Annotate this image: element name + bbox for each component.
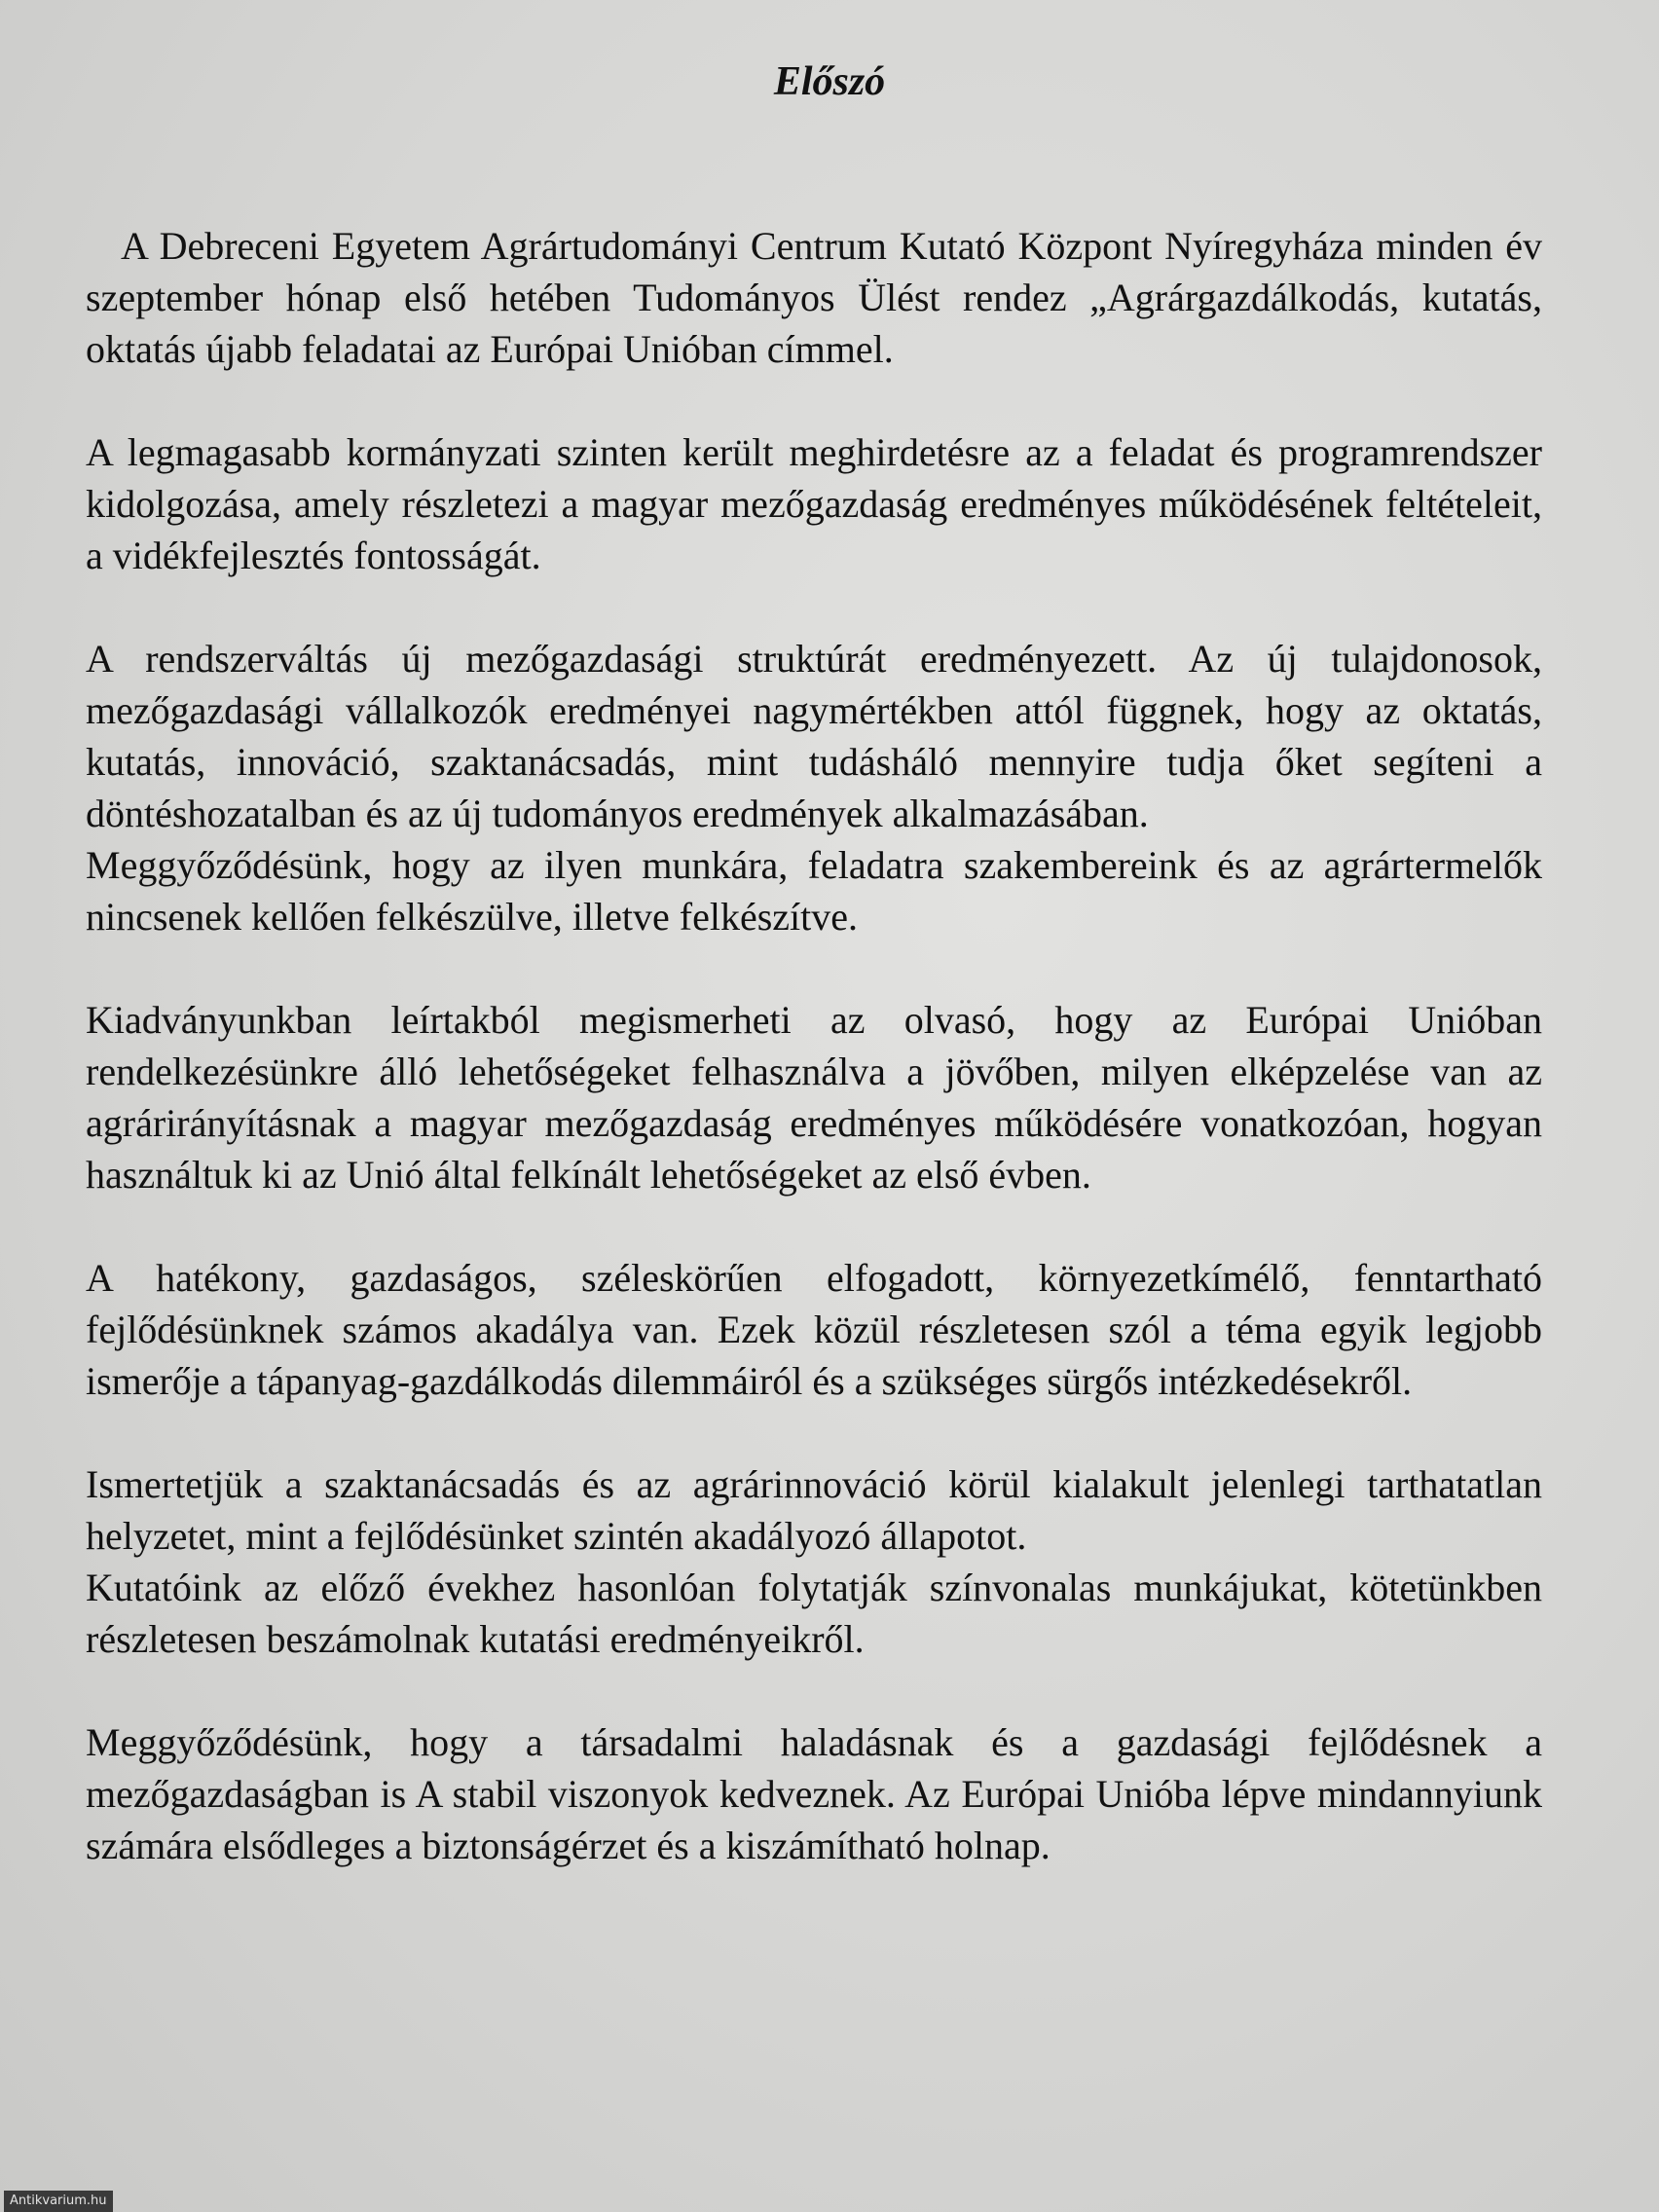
watermark-label: Antikvarium.hu xyxy=(4,2191,113,2212)
paragraph-gap xyxy=(86,581,1542,633)
paragraph: Kutatóink az előző évekhez hasonlóan folytatják színvonalas munkájukat, kötetünkben részletesen beszámolnak kutatási eredményeikről. xyxy=(86,1566,1542,1661)
paragraph-gap xyxy=(86,1407,1542,1458)
paragraph: Meggyőződésünk, hogy a társadalmi haladásnak és a gazdasági fejlődésnek a mezőgazdaságban is A stabil viszonyok kedveznek. Az Európai Unióba lépve mindannyiunk számára elsődleges a biztonságérzet és a kiszámítható holnap. xyxy=(86,1720,1542,1867)
paragraph-gap xyxy=(86,375,1542,426)
paragraph: A Debreceni Egyetem Agrártudományi Centrum Kutató Központ Nyíregyháza minden év szeptember hónap első hetében Tudományos Ülést rendez „Agrárgazdálkodás, kutatás, oktatás újabb feladatai az Európai Unióban címmel. xyxy=(86,224,1542,371)
paragraph: A rendszerváltás új mezőgazdasági struktúrát eredményezett. Az új tulajdonosok, mezőgazdasági vállalkozók eredményei nagymértékben attól függnek, hogy az oktatás, kutatás, innováció, szaktanácsadás, mint tudásháló mennyire tudja őket segíteni a döntéshozatalban és az új tudományos eredmények alkalmazásában. xyxy=(86,637,1542,835)
document-body xyxy=(86,220,1542,1871)
paragraph-gap xyxy=(86,942,1542,994)
paragraph-gap xyxy=(86,1200,1542,1252)
paragraph: A hatékony, gazdaságos, széleskörűen elfogadott, környezetkímélő, fenntartható fejlődésünknek számos akadálya van. Ezek közül részletesen szól a téma egyik legjobb ismerője a tápanyag-gazdálkodás dilemmáiról és a szükséges sürgős intézkedésekről. xyxy=(86,1256,1542,1403)
paragraph: Kiadványunkban leírtakból megismerheti az olvasó, hogy az Európai Unióban rendelkezésünkre álló lehetőségeket felhasználva a jövőben, milyen elképzelése van az agrárirányításnak a magyar mezőgazdaság eredményes működésére vonatkozóan, hogyan használtuk ki az Unió által felkínált lehetőségeket az első évben. xyxy=(86,998,1542,1197)
page-title: Előszó xyxy=(773,59,886,104)
paragraph: Meggyőződésünk, hogy az ilyen munkára, feladatra szakembereink és az agrártermelők nincsenek kellően felkészülve, illetve felkészítve. xyxy=(86,843,1542,939)
paragraph-gap xyxy=(86,1665,1542,1716)
paragraph: A legmagasabb kormányzati szinten került meghirdetésre az a feladat és programrendszer kidolgozása, amely részletezi a magyar mezőgazdaság eredményes működésének feltételeit, a vidékfejlesztés fontosságát. xyxy=(86,430,1542,577)
paragraph: Ismertetjük a szaktanácsadás és az agrárinnováció körül kialakult jelenlegi tarthatatlan helyzetet, mint a fejlődésünket szintén akadályozó állapotot. xyxy=(86,1462,1542,1558)
